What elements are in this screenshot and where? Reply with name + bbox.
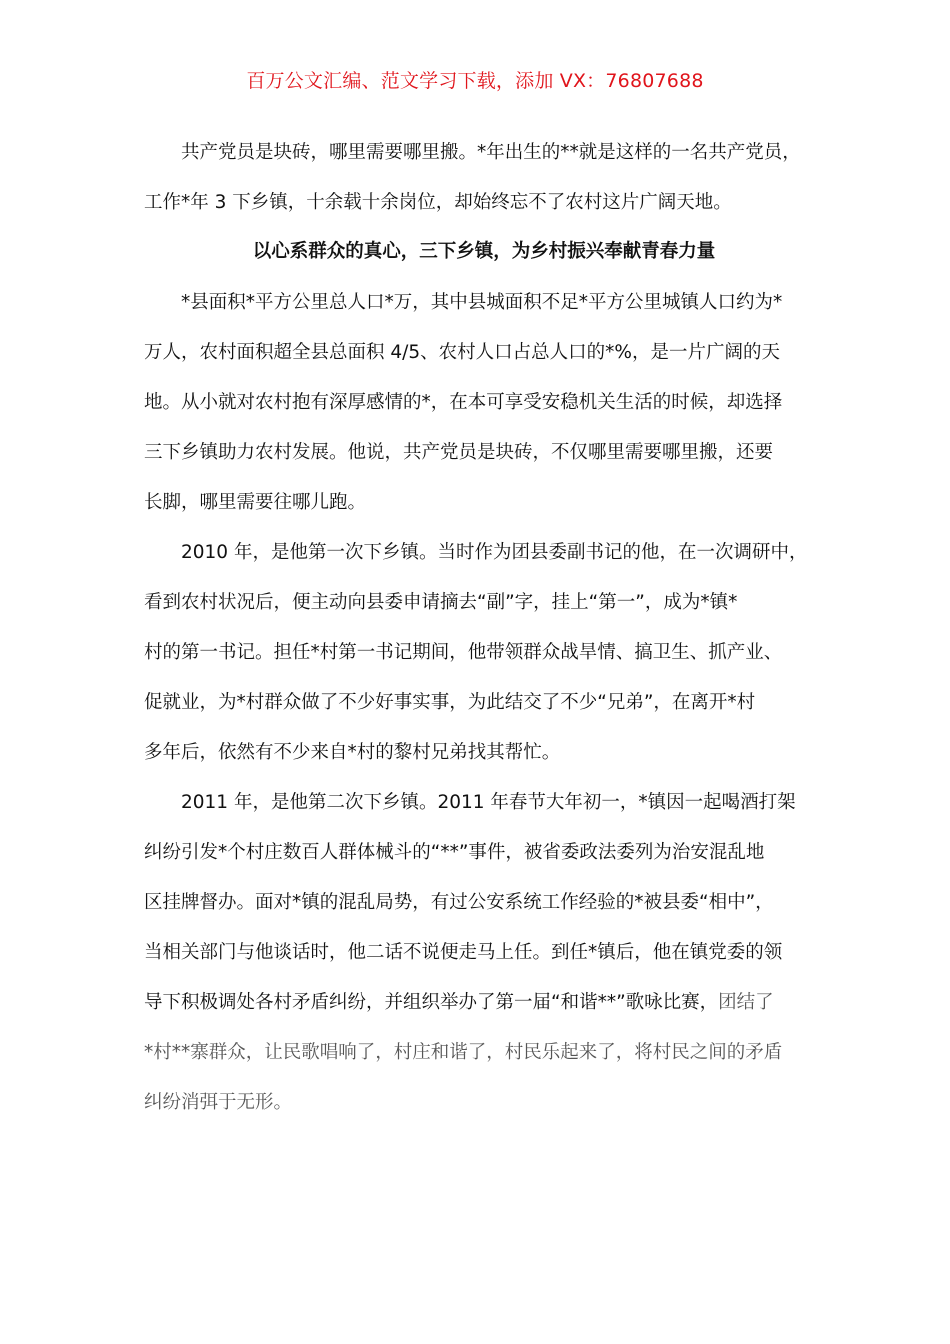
text-segment-gray: 团结了 (718, 992, 774, 1013)
download-banner: 百万公文汇编、范文学习下载，添加 VX：76807688 (246, 70, 704, 92)
paragraph-2011 (144, 778, 824, 1128)
text-line: *村**寨群众，让民歌唱响了，村庄和谐了，村民乐起来了，将村民之间的矛盾 (144, 1042, 783, 1063)
text-line: *县面积*平方公里总人口*万，其中县城面积不足*平方公里城镇人口约为* (181, 292, 783, 313)
text-line: 区挂牌督办。面对*镇的混乱局势，有过公安系统工作经验的*被县委“相中”， (144, 892, 774, 913)
text-line: 地。从小就对农村抱有深厚感情的*，在本可享受安稳机关生活的时候，却选择 (144, 392, 783, 413)
text-line: 看到农村状况后，便主动向县委申请摘去“副”字，挂上“第一”，成为*镇* (144, 592, 738, 613)
text-line (144, 978, 824, 1028)
text-line: 纠纷消弭于无形。 (144, 1092, 293, 1113)
text-line: 多年后，依然有不少来自*村的黎村兄弟找其帮忙。 (144, 742, 561, 763)
text-line: 村的第一书记。担任*村第一书记期间，他带领群众战旱情、搞卫生、抓产业、 (144, 642, 783, 663)
text-line: 工作*年 3 下乡镇，十余载十余岗位，却始终忘不了农村这片广阔天地。 (144, 192, 732, 213)
text-line: 共产党员是块砖，哪里需要哪里搬。*年出生的**就是这样的一名共产党员， (181, 142, 801, 163)
section-heading: 以心系群众的真心，三下乡镇，为乡村振兴奉献青春力量 (252, 241, 716, 262)
text-line: 2011 年，是他第二次下乡镇。2011 年春节大年初一，*镇因一起喝酒打架 (181, 792, 796, 813)
paragraph-intro (144, 128, 824, 228)
paragraph-county (144, 278, 824, 528)
text-line: 当相关部门与他谈话时，他二话不说便走马上任。到任*镇后，他在镇党委的领 (144, 942, 783, 963)
text-segment: 导下积极调处各村矛盾纠纷，并组织举办了第一届“和谐**”歌咏比赛， (144, 992, 719, 1013)
text-line: 万人，农村面积超全县总面积 4/5、农村人口占总人口的*%，是一片广阔的天 (144, 342, 780, 363)
text-line: 促就业，为*村群众做了不少好事实事，为此结交了不少“兄弟”，在离开*村 (144, 692, 756, 713)
text-line: 纠纷引发*个村庄数百人群体械斗的“**”事件，被省委政法委列为治安混乱地 (144, 842, 765, 863)
text-line: 三下乡镇助力农村发展。他说，共产党员是块砖，不仅哪里需要哪里搬，还要 (144, 442, 774, 463)
text-line: 2010 年，是他第一次下乡镇。当时作为团县委副书记的他，在一次调研中， (181, 542, 808, 563)
text-line: 长脚，哪里需要往哪儿跑。 (144, 492, 367, 513)
paragraph-2010 (144, 528, 824, 778)
